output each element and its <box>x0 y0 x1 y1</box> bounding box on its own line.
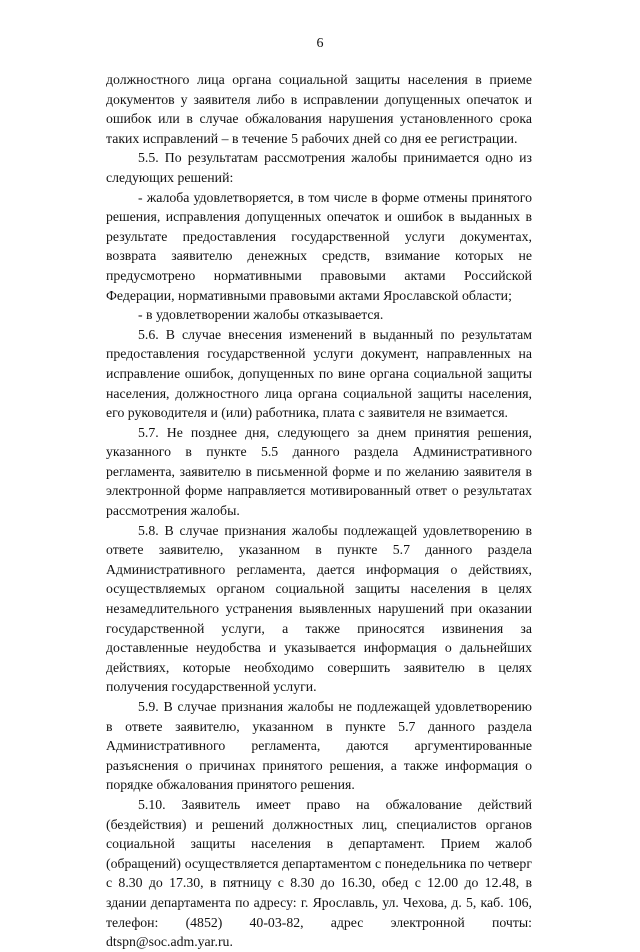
paragraph-5-5: 5.5. По результатам рассмотрения жалобы принимается одно из следующих решений: <box>106 150 532 185</box>
page-number: 6 <box>316 36 324 51</box>
paragraph-5-6: 5.6. В случае внесения изменений в выданный по результатам предоставления государственной услуги документ, направленных на исправление ошибок, допущенных по вине органа социальной защиты населения, должностного лица органа социальной защиты населения, его руководителя и (или) работника, плата с заявителя не взимается. <box>106 326 532 421</box>
paragraph-5-8: 5.8. В случае признания жалобы подлежащей удовлетворению в ответе заявителю, указанном в пункте 5.7 данного раздела Административного регламента, дается информация о действиях, осуществляемых органом социальной защиты населения в целях незамедлительного устранения выявленных нарушений при оказании государственной услуги, а также приносятся извинения за доставленные неудобства и указывается информация о дальнейших действиях, которые необходимо совершить заявителю в целях получения государственной услуги. <box>106 522 532 695</box>
document-body <box>106 70 532 952</box>
paragraph-5-9: 5.9. В случае признания жалобы не подлежащей удовлетворению в ответе заявителю, указанном в пункте 5.7 данного раздела Административного регламента, даются аргументированные разъяснения о причинах принятого решения, а также информация о порядке обжалования принятого решения. <box>106 699 532 793</box>
paragraph-5-7: 5.7. Не позднее дня, следующего за днем принятия решения, указанного в пункте 5.5 данного раздела Административного регламента, заявителю в письменной форме и по желанию заявителя в электронной форме направляется мотивированный ответ о результатах рассмотрения жалобы. <box>106 424 532 519</box>
paragraph-continuation: должностного лица органа социальной защиты населения в приеме документов у заявителя либо в исправлении допущенных опечаток и ошибок или в случае обжалования нарушения установленного срока таких исправлений – в течение 5 рабочих дней со дня ее регистрации. <box>106 72 532 146</box>
paragraph-5-10: 5.10. Заявитель имеет право на обжалование действий (бездействия) и решений должностных лиц, специалистов органов социальной защиты населения в департамент. Прием жалоб (обращений) осуществляется департаментом с понедельника по четверг с 8.30 до 17.30, в пятницу с 8.30 до 16.30, обед с 12.00 до 12.48, в здании департамента по адресу: г. Ярославль, ул. Чехова, д. 5, каб. 106, телефон: (4852) 40-03-82, адрес электронной почты: dtspn@soc.adm.yar.ru. <box>106 796 532 950</box>
list-item-complaint-satisfied: - жалоба удовлетворяется, в том числе в форме отмены принятого решения, исправления допущенных опечаток и ошибок в выданных в результате предоставления государственной услуги документах, возврата заявителю денежных средств, взимание которых не предусмотрено нормативными правовыми актами Российской Федерации, нормативными правовыми актами Ярославской области; <box>106 189 532 303</box>
list-item-complaint-rejected: - в удовлетворении жалобы отказывается. <box>138 307 384 323</box>
